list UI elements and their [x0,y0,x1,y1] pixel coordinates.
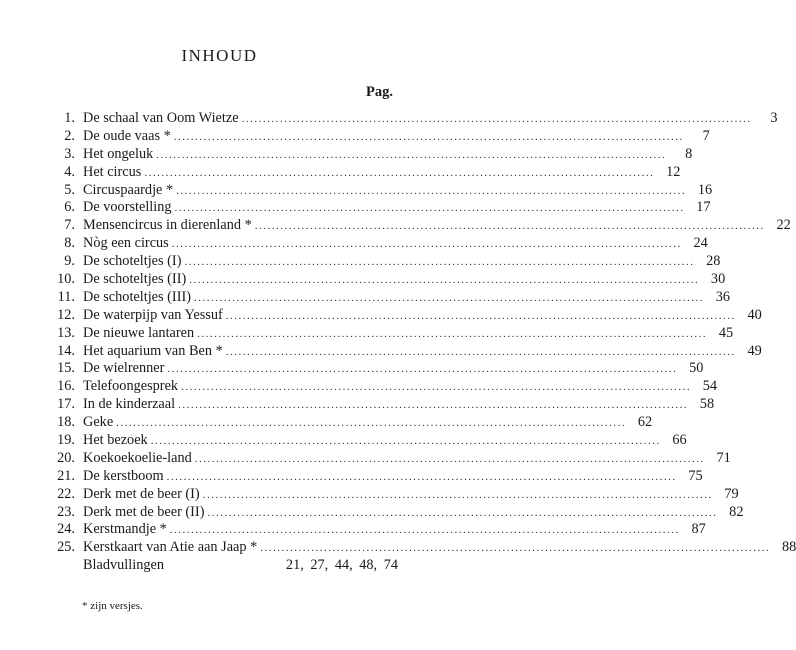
entry-page-number: 87 [691,521,706,538]
entry-title: Het aquarium van Ben * [83,342,223,359]
entry-number: 7. [64,217,75,234]
page-column-label: Pag. [366,84,393,100]
entry-title: Geke [83,414,114,431]
entry-title: De voorstelling [83,199,172,216]
dot-leader: ........................................................................................................................ [116,417,627,430]
dot-leader: ........................................................................................................................ [176,184,687,197]
entry-page-number: 40 [747,306,762,323]
entry-title: De nieuwe lantaren [83,324,195,341]
entry-page-number: 12 [666,163,681,180]
entry-page-number: 75 [688,467,703,484]
entry-page-number: 24 [693,235,708,252]
entry-title: Het ongeluk [83,145,154,162]
fillers-label: Bladvullingen [83,557,165,574]
toc-entry [48,467,703,486]
dot-leader: ........................................................................................................................ [260,542,771,555]
entry-page-number: 88 [781,539,796,556]
toc-entry [48,271,726,289]
entry-title: De schoteltjes (III) [83,288,191,305]
entry-number: 5. [64,181,75,198]
entry-number: 16. [57,378,75,395]
entry-number: 6. [64,199,75,216]
toc-entry [48,217,791,235]
toc-entry [48,432,687,450]
entry-number: 18. [57,414,75,431]
entry-title: Derk met de beer (II) [83,503,205,520]
dot-leader: ........................................................................................................................ [254,220,765,233]
dot-leader: ........................................................................................................................ [144,166,655,179]
dot-leader: ........................................................................................................................ [181,381,692,394]
toc-entry [48,127,710,146]
entry-title: De schoteltjes (II) [83,271,187,288]
toc-entry [48,521,706,539]
dot-leader: ........................................................................................................................ [166,470,677,483]
entry-number: 13. [57,324,75,341]
dot-leader: ........................................................................................................................ [173,130,684,143]
toc-entry [48,324,734,343]
entry-page-number: 62 [637,414,653,431]
entry-page-number: 79 [724,485,739,502]
entry-number: 20. [57,449,75,466]
toc-entry [48,110,778,128]
entry-page-number: 30 [710,271,726,288]
entry-number: 10. [57,271,75,288]
dot-leader: ........................................................................................................................ [194,452,705,465]
entry-title: Het circus [83,163,142,180]
footnote: * zijn versjes. [82,600,143,612]
entry-title: Telefoongesprek [83,378,179,395]
dot-leader: ........................................................................................................................ [174,202,685,215]
dot-leader: ........................................................................................................................ [184,256,695,269]
dot-leader: ........................................................................................................................ [171,238,682,251]
entry-page-number: 17 [696,199,711,216]
entry-number: 12. [57,306,75,323]
dot-leader: ........................................................................................................................ [178,399,689,412]
entry-page-number: 66 [672,432,687,449]
entry-title: De oude vaas * [83,127,171,144]
dot-leader: ........................................................................................................................ [156,148,667,161]
toc-entry [48,253,721,271]
entry-number: 19. [57,432,75,449]
toc-entry [48,414,653,432]
toc-entry [48,306,762,325]
toc-entry [48,342,762,361]
toc-entry [48,485,739,504]
dot-leader: ........................................................................................................................ [225,309,736,322]
toc-entry [48,378,718,396]
toc-entry [48,145,693,164]
entry-page-number: 22 [776,217,791,234]
toc-entry [48,235,708,253]
entry-number: 4. [64,163,75,180]
entry-title: In de kinderzaal [83,396,176,413]
toc-entry [48,163,681,182]
dot-leader: ........................................................................................................................ [207,506,718,519]
entry-number: 25. [57,539,75,556]
entry-page-number: 71 [716,449,731,466]
page-title: INHOUD [181,46,258,65]
entry-number: 24. [57,521,75,538]
fillers-pages: 21, 27, 44, 48, 74 [285,557,398,574]
toc-entry [48,199,711,217]
entry-number: 14. [57,342,75,359]
dot-leader: ........................................................................................................................ [150,435,661,448]
entry-title: Kerstkaart van Atie aan Jaap * [83,539,258,556]
entry-page-number: 50 [689,360,704,377]
table-of-contents [48,110,796,575]
dot-leader: ........................................................................................................................ [241,113,752,125]
dot-leader: ........................................................................................................................ [167,363,678,376]
entry-number: 3. [64,145,75,162]
toc-entry [48,539,796,557]
fillers-entry [48,557,398,575]
dot-leader: ........................................................................................................................ [225,345,736,358]
toc-entry [48,288,730,307]
entry-page-number: 58 [699,396,715,413]
toc-entry [48,503,744,522]
entry-page-number: 54 [702,378,718,395]
entry-number: 17. [57,396,75,413]
entry-number: 11. [57,288,75,305]
entry-page-number: 36 [715,288,730,305]
entry-page-number: 3 [770,110,778,126]
toc-entry [48,181,713,200]
entry-page-number: 28 [706,253,721,270]
entry-number: 23. [57,503,75,520]
dot-leader: ........................................................................................................................ [189,274,700,287]
entry-title: De waterpijp van Yessuf [83,306,223,323]
entry-title: Derk met de beer (I) [83,485,200,502]
entry-title: Kerstmandje * [83,521,167,538]
entry-number: 8. [64,235,75,252]
toc-entry [48,449,731,468]
entry-number: 15. [57,360,75,377]
entry-title: De kerstboom [83,467,164,484]
dot-leader: ........................................................................................................................ [202,488,713,501]
entry-page-number: 7 [702,127,710,144]
toc-entry [48,396,715,414]
toc-entry [48,360,704,378]
entry-number: 2. [64,127,75,144]
entry-title: Nòg een circus [83,235,169,252]
dot-leader: ........................................................................................................................ [197,327,708,340]
entry-page-number: 82 [729,503,744,520]
entry-page-number: 49 [747,342,762,359]
dot-leader: ........................................................................................................................ [169,524,680,537]
entry-number: 9. [64,253,75,270]
entry-page-number: 8 [685,145,693,162]
entry-title: Circuspaardje * [83,181,174,198]
entry-page-number: 16 [697,181,713,198]
entry-title: De schaal van Oom Wietze [83,110,239,126]
entry-number: 1. [64,110,75,126]
entry-title: Het bezoek [83,432,148,449]
entry-title: De schoteltjes (I) [83,253,182,270]
entry-title: Koekoekoelie-land [83,449,192,466]
entry-title: Mensencircus in dierenland * [83,217,252,234]
entry-title: De wielrenner [83,360,165,377]
entry-page-number: 45 [718,324,734,341]
dot-leader: ........................................................................................................................ [193,291,704,304]
entry-number: 22. [57,485,75,502]
entry-number: 21. [57,467,75,484]
